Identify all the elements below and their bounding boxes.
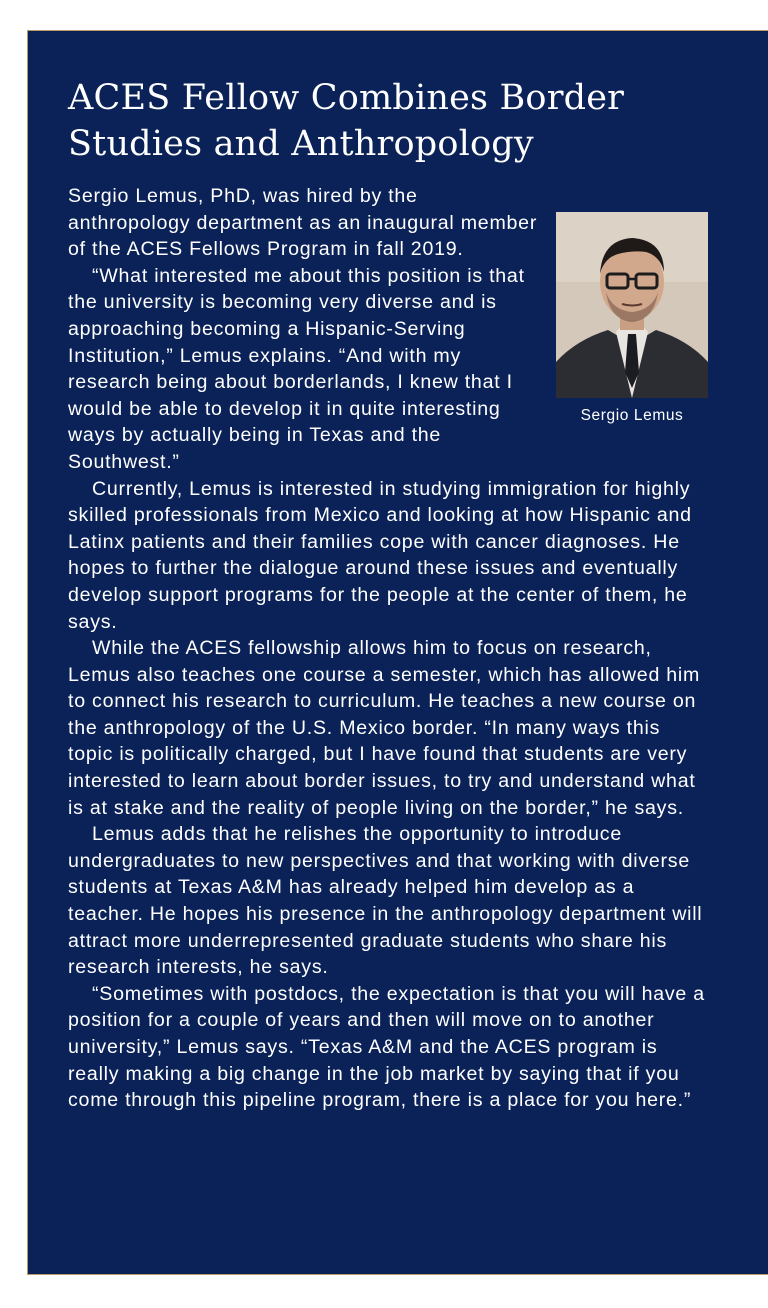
portrait-photo <box>556 212 708 398</box>
paragraph: Sergio Lemus, PhD, was hired by the anthropology department as an inaugural member of the ACES Fellows Program in fall 2019. <box>68 185 538 261</box>
article-headline: ACES Fellow Combines Border Studies and Anthropology <box>68 78 625 164</box>
paragraph: Currently, Lemus is interested in studying immigration for highly skilled professionals from Mexico and looking at how Hispanic and Latinx patients and their families cope with cancer diagnoses. He hopes to further the dialogue around these issues and eventually develop support programs for the people at the center of them, he says. <box>68 477 692 633</box>
paragraph: While the ACES fellowship allows him to focus on research, Lemus also teaches one course a semester, which has allowed him to connect his research to curriculum. He teaches a new course on the anthropology of the U.S. Mexico border. “In many ways this topic is politically charged, but I have found that students are very interested to learn about border issues, to try and understand what is at stake and the reality of people living on the border,” he says. <box>68 637 701 819</box>
paragraph: “Sometimes with postdocs, the expectation is that you will have a position for a couple of years and then will move on to another university,” Lemus says. “Texas A&M and the ACES program is really making a big change in the job market by saying that if you come through this pipeline program, there is a place for you here.” <box>68 982 705 1112</box>
article-body <box>68 183 708 1114</box>
author-photo-figure <box>556 212 708 426</box>
paragraph: “What interested me about this position is that the university is becoming very diverse and is approaching becoming a Hispanic-Serving Institution,” Lemus explains. “And with my research being about borderlands, I knew that I would be able to develop it in quite interesting ways by actually being in Texas and the Southwest.” <box>68 264 525 473</box>
photo-caption: Sergio Lemus <box>580 407 684 424</box>
article-panel <box>27 30 768 1275</box>
paragraph: Lemus adds that he relishes the opportunity to introduce undergraduates to new perspectives and that working with diverse students at Texas A&M has already helped him develop as a teacher. He hopes his presence in the anthropology department will attract more underrepresented graduate students who share his research interests, he says. <box>68 823 703 979</box>
